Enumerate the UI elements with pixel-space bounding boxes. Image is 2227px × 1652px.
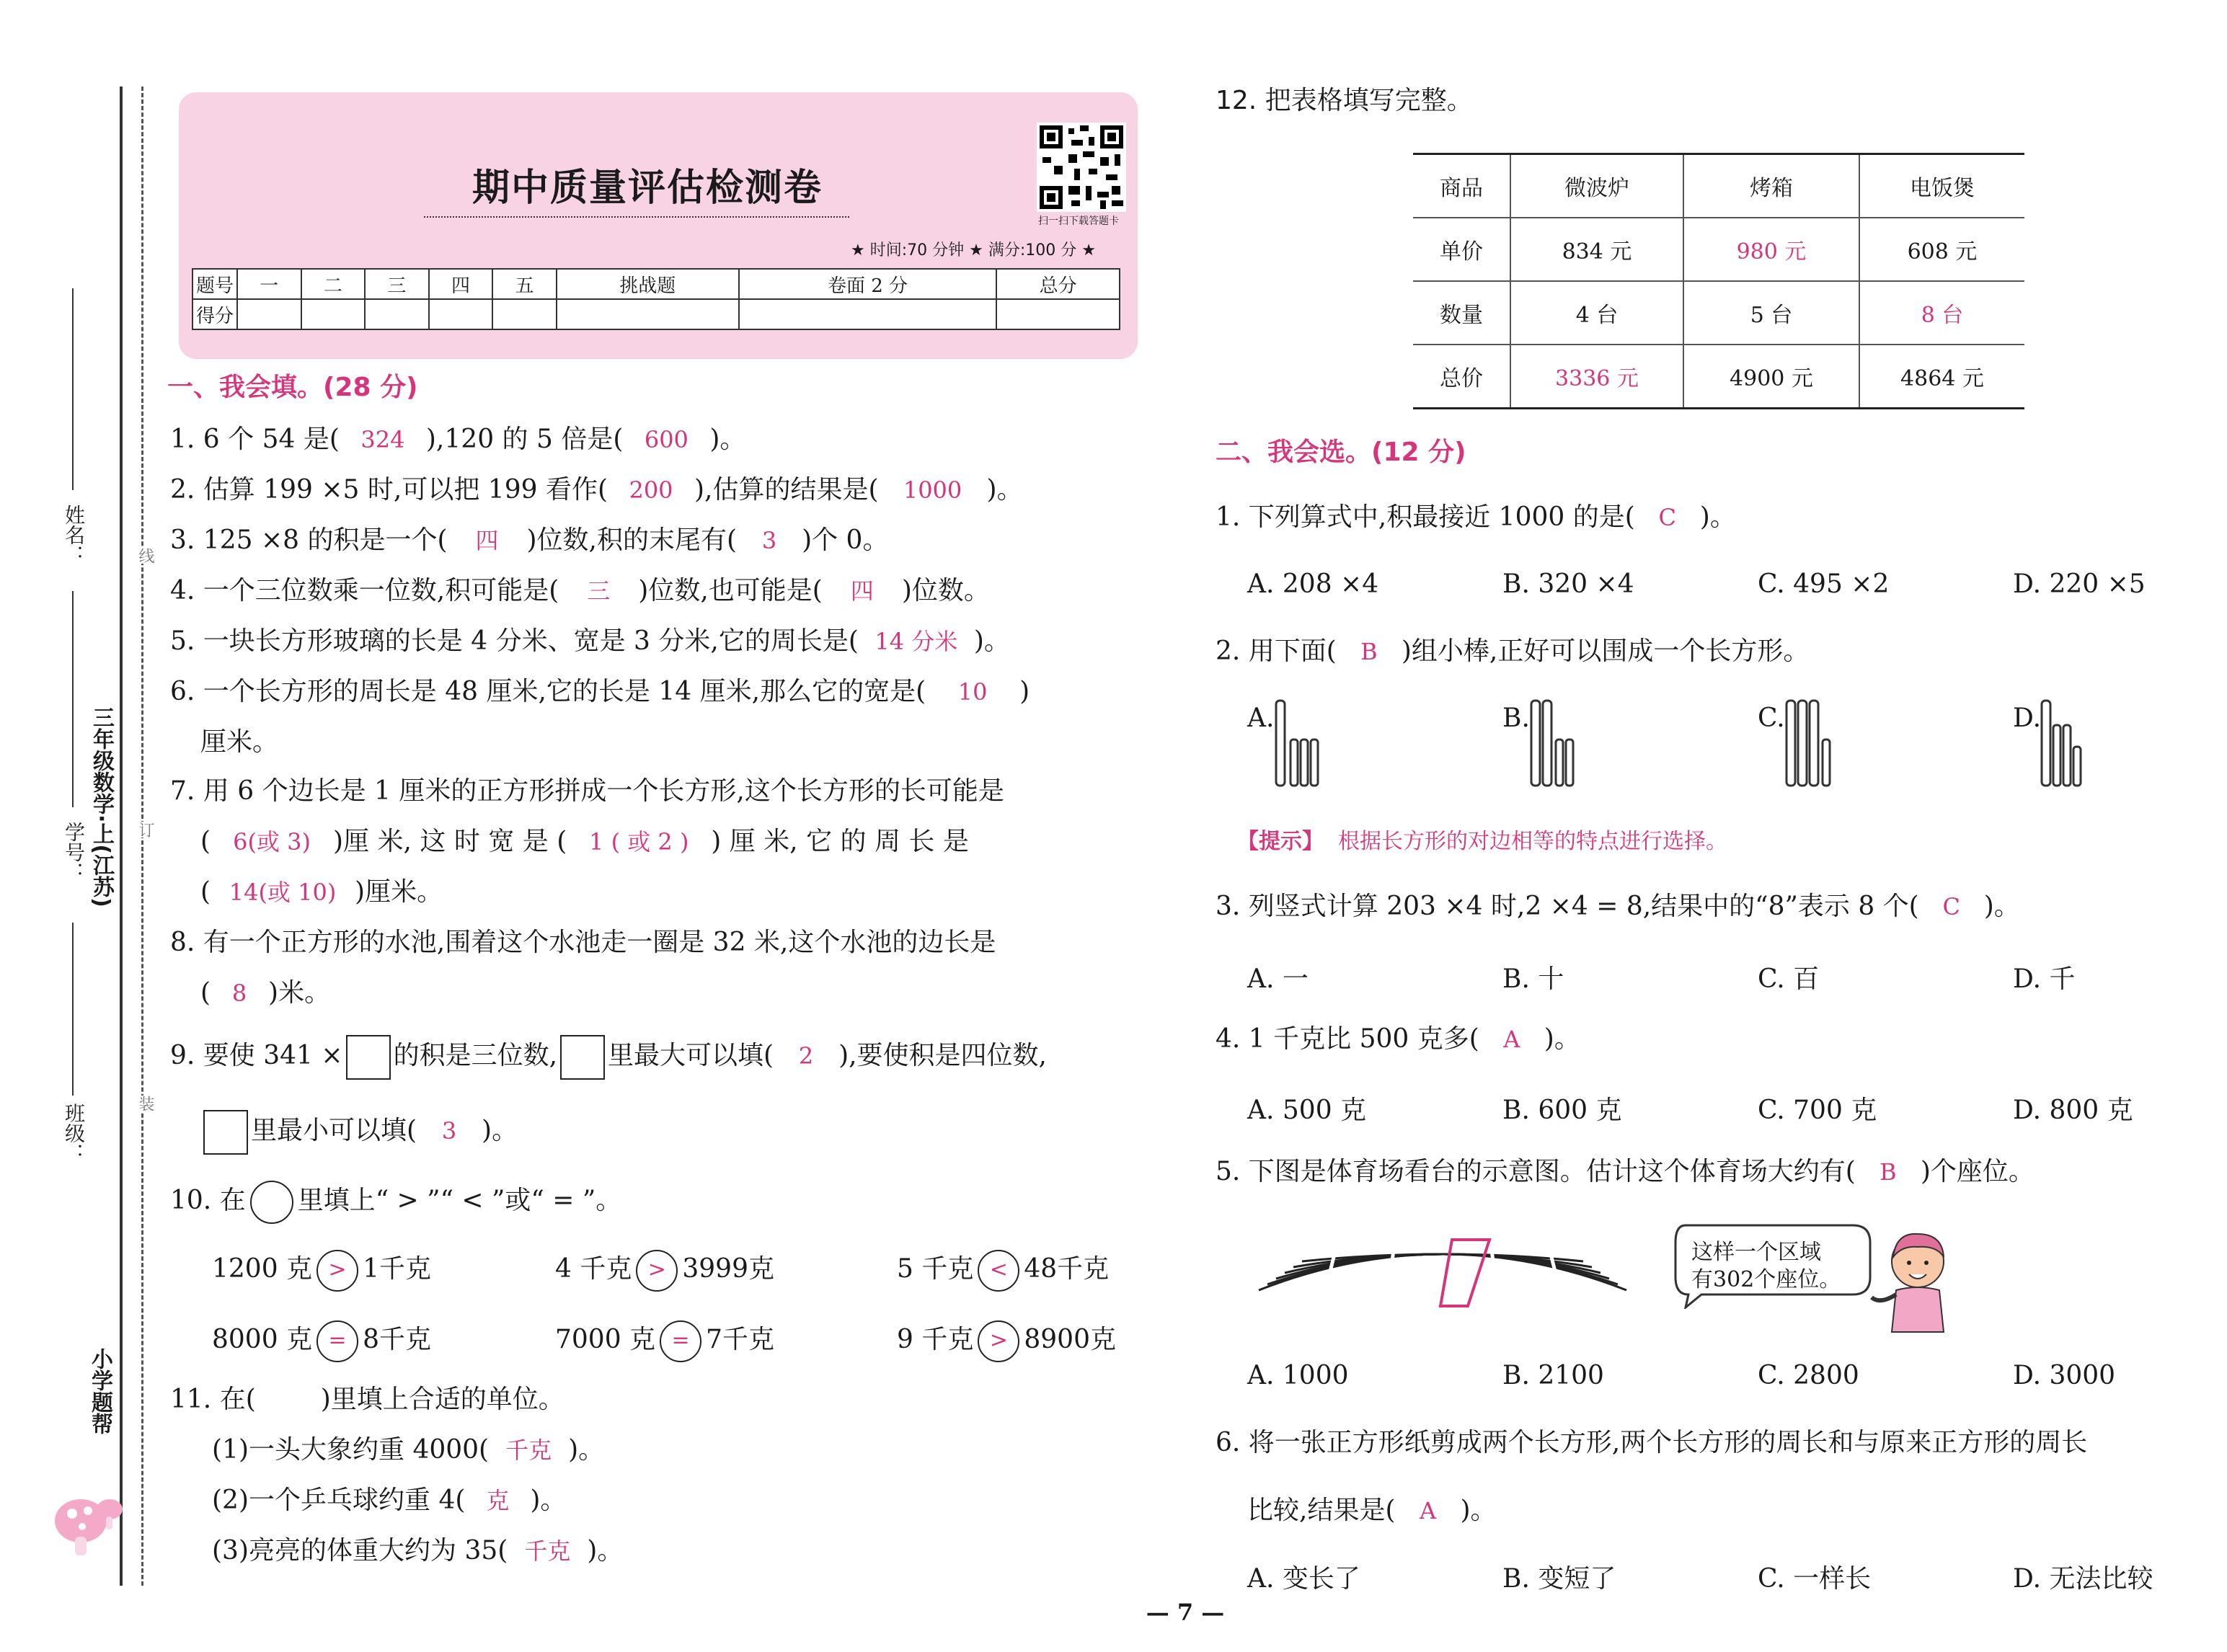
- question-1-11-1: (1)一头大象约重 4000( 千克 )。: [212, 1433, 604, 1467]
- question-1-4: 4. 一个三位数乘一位数,积可能是( 三 )位数,也可能是( 四 )位数。: [170, 574, 990, 608]
- compare-answer: >: [636, 1250, 678, 1292]
- answer: 三: [587, 577, 611, 605]
- circle-blank: [250, 1181, 293, 1224]
- compare-item: 5 千克 < 48千克: [897, 1250, 1109, 1292]
- table-cell: 3336 元: [1510, 345, 1683, 409]
- answer: 克: [486, 1487, 510, 1514]
- question-1-7-line2: ( 6(或 3) )厘 米, 这 时 宽 是 ( 1 ( 或 2 ) ) 厘 米, 它 的 周 长 是: [200, 825, 969, 859]
- score-cell: 一: [237, 269, 301, 299]
- option-b[interactable]: B. 2100: [1502, 1361, 1604, 1390]
- answer: A: [1503, 1026, 1520, 1053]
- answer: 10: [957, 678, 988, 706]
- option-a[interactable]: A. 变长了: [1247, 1564, 1360, 1594]
- question-1-7-line3: ( 14(或 10) )厘米。: [200, 875, 443, 910]
- question-1-8-line2: ( 8 )米。: [200, 976, 330, 1011]
- blank-box[interactable]: [203, 1110, 248, 1155]
- answer: 2: [798, 1042, 814, 1070]
- answer: C: [1942, 893, 1960, 920]
- boy-illustration: [1867, 1225, 1961, 1333]
- answer: 四: [850, 577, 874, 605]
- sidebar-brand: 小学题帮: [87, 1348, 112, 1434]
- option-c[interactable]: C. 百: [1758, 964, 1820, 994]
- answer: 四: [475, 527, 499, 554]
- sticks-option-d: [2039, 696, 2097, 790]
- sidebar-name-label: 姓名：: [62, 505, 86, 565]
- option-b[interactable]: B. 600 克: [1502, 1096, 1622, 1125]
- goods-table: [1413, 153, 2024, 409]
- score-cell: 三: [365, 269, 429, 299]
- question-2-4: 4. 1 千克比 500 克多( A )。: [1216, 1022, 1580, 1057]
- option-d[interactable]: D. 千: [2013, 964, 2076, 994]
- sidebar-name-line: [72, 288, 74, 490]
- page-title: 期中质量评估检测卷: [471, 166, 823, 210]
- option-c[interactable]: C.: [1758, 703, 1785, 733]
- answer: 8: [231, 980, 247, 1007]
- answer: C: [1658, 504, 1677, 531]
- score-blank[interactable]: [429, 299, 493, 329]
- sidebar-grade: 三年级数学·上(江苏): [89, 706, 114, 907]
- option-c[interactable]: C. 一样长: [1758, 1564, 1872, 1594]
- question-1-1: 1. 6 个 54 是( 324 ),120 的 5 倍是( 600 )。: [170, 422, 745, 457]
- table-cell: 总价: [1413, 345, 1510, 409]
- score-cell: 二: [301, 269, 366, 299]
- option-b[interactable]: B. 320 ×4: [1502, 569, 1634, 599]
- compare-item: 4 千克 > 3999克: [555, 1250, 774, 1292]
- answer: 3: [761, 527, 777, 554]
- question-1-7: 7. 用 6 个边长是 1 厘米的正方形拼成一个长方形,这个长方形的长可能是: [170, 776, 1004, 806]
- table-row: [1413, 281, 2024, 345]
- question-12: 12. 把表格填写完整。: [1216, 86, 1473, 115]
- table-cell: 商品: [1413, 154, 1510, 218]
- table-cell: 4 台: [1510, 281, 1683, 345]
- stadium-diagram: [1252, 1225, 1634, 1319]
- table-cell: 单价: [1413, 218, 1510, 281]
- blank-box[interactable]: [560, 1035, 605, 1080]
- answer: 200: [629, 476, 673, 504]
- question-2-6-line2: 比较,结果是( A )。: [1247, 1493, 1497, 1528]
- qr-code-icon: [1037, 123, 1126, 212]
- table-cell: 834 元: [1510, 218, 1683, 281]
- option-b[interactable]: B. 十: [1502, 964, 1564, 994]
- option-a[interactable]: A. 500 克: [1247, 1096, 1367, 1125]
- table-cell: 5 台: [1683, 281, 1859, 345]
- answer: 14 分米: [875, 628, 958, 655]
- answer: B: [1880, 1158, 1897, 1186]
- score-cell: 得分: [192, 299, 237, 329]
- option-b[interactable]: B. 变短了: [1502, 1564, 1616, 1594]
- table-cell: 4900 元: [1683, 345, 1859, 409]
- table-row: [1413, 345, 2024, 409]
- score-cell: 题号: [192, 269, 237, 299]
- sidebar-number-line: [72, 591, 74, 807]
- title-underline: [424, 216, 849, 218]
- score-table: [192, 268, 1120, 330]
- question-1-6: 6. 一个长方形的周长是 48 厘米,它的长是 14 厘米,那么它的宽是( 10 ): [170, 675, 1030, 709]
- qr-caption: 扫一扫下载答题卡: [1038, 216, 1119, 227]
- answer: A: [1419, 1497, 1437, 1524]
- answer: 1 ( 或 2 ): [589, 828, 689, 856]
- bubble-text-1: 这样一个区域: [1691, 1240, 1821, 1265]
- compare-answer: =: [316, 1320, 358, 1362]
- sidebar-class-line: [72, 923, 74, 1096]
- binding-line-left: [120, 86, 123, 1586]
- score-blank[interactable]: [739, 299, 996, 329]
- compare-item: 8000 克 = 8千克: [212, 1320, 431, 1362]
- question-1-10: 10. 在 里填上“ > ”“ < ”或“ = ”。: [170, 1181, 621, 1224]
- sticks-option-c: [1784, 696, 1849, 790]
- score-blank[interactable]: [301, 299, 366, 329]
- score-cell: 四: [429, 269, 493, 299]
- question-1-5: 5. 一块长方形玻璃的长是 4 分米、宽是 3 分米,它的周长是( 14 分米 )。: [170, 624, 1010, 659]
- answer: 千克: [505, 1436, 552, 1464]
- sticks-option-a: [1273, 696, 1331, 790]
- option-d[interactable]: D. 3000: [2013, 1361, 2116, 1390]
- option-a[interactable]: A. 1000: [1247, 1361, 1349, 1390]
- answer: 14(或 10): [229, 879, 337, 906]
- question-1-11-2: (2)一个乒乓球约重 4( 克 )。: [212, 1483, 566, 1518]
- score-cell: 挑战题: [557, 269, 739, 299]
- table-cell: 微波炉: [1510, 154, 1683, 218]
- question-2-6: 6. 将一张正方形纸剪成两个长方形,两个长方形的周长和与原来正方形的周长: [1216, 1428, 2088, 1457]
- question-1-6-cont: 厘米。: [200, 727, 279, 757]
- score-value-row: [192, 299, 1120, 329]
- answer: 600: [644, 426, 689, 453]
- compare-answer: <: [978, 1250, 1019, 1292]
- score-blank[interactable]: [996, 299, 1120, 329]
- score-cell: 五: [492, 269, 557, 299]
- option-b[interactable]: B.: [1502, 703, 1530, 733]
- sidebar-bind-mark: 订: [134, 822, 156, 838]
- option-c[interactable]: C. 2800: [1758, 1361, 1859, 1390]
- score-cell: 总分: [996, 269, 1120, 299]
- sidebar-number-label: 学号：: [62, 822, 86, 882]
- compare-answer: =: [660, 1320, 701, 1362]
- score-blank[interactable]: [237, 299, 301, 329]
- option-a[interactable]: A.: [1247, 703, 1275, 733]
- table-cell: 烤箱: [1683, 154, 1859, 218]
- answer: 1000: [903, 476, 962, 504]
- section2-title: 二、我会选。(12 分): [1216, 438, 1466, 467]
- option-d[interactable]: D. 无法比较: [2013, 1564, 2153, 1594]
- hint: 【提示】 根据长方形的对边相等的特点进行选择。: [1237, 829, 1727, 854]
- table-cell: 980 元: [1683, 218, 1859, 281]
- score-cell: 卷面 2 分: [739, 269, 996, 299]
- table-cell: 数量: [1413, 281, 1510, 345]
- table-row: [1413, 154, 2024, 218]
- score-blank[interactable]: [557, 299, 739, 329]
- question-2-3: 3. 列竖式计算 203 ×4 时,2 ×4 = 8,结果中的“8”表示 8 个( C )。: [1216, 889, 2020, 924]
- question-2-5: 5. 下图是体育场看台的示意图。估计这个体育场大约有( B )个座位。: [1216, 1155, 2035, 1189]
- compare-item: 1200 克 > 1千克: [212, 1250, 431, 1292]
- table-cell: 8 台: [1859, 281, 2024, 345]
- answer: 324: [360, 426, 405, 453]
- answer: B: [1360, 638, 1378, 665]
- sidebar-pack-mark: 装: [134, 1096, 156, 1111]
- question-1-9-line2: 里最小可以填( 3 )。: [200, 1110, 518, 1155]
- table-row: [1413, 218, 2024, 281]
- question-2-2: 2. 用下面( B )组小棒,正好可以围成一个长方形。: [1216, 634, 1809, 669]
- table-cell: 电饭煲: [1859, 154, 2024, 218]
- score-blank[interactable]: [365, 299, 429, 329]
- question-1-11-3: (3)亮亮的体重大约为 35( 千克 )。: [212, 1534, 623, 1568]
- bubble-text-2: 有302个座位。: [1691, 1267, 1841, 1292]
- score-header-row: [192, 269, 1120, 299]
- mushroom-logo: [50, 1485, 130, 1564]
- sidebar-class-label: 班级：: [62, 1103, 86, 1163]
- option-a[interactable]: A. 208 ×4: [1247, 569, 1379, 599]
- sidebar-line-mark: 线: [134, 548, 156, 564]
- option-d[interactable]: D. 800 克: [2013, 1096, 2133, 1125]
- answer: 6(或 3): [233, 828, 311, 856]
- compare-item: 9 千克 > 8900克: [897, 1320, 1116, 1362]
- question-1-9: 9. 要使 341 × 的积是三位数, 里最大可以填( 2 ),要使积是四位数,: [170, 1035, 1047, 1080]
- exam-time-info: ★ 时间:70 分钟 ★ 满分:100 分 ★: [851, 241, 1096, 259]
- option-d[interactable]: D.: [2013, 703, 2042, 733]
- answer: 3: [441, 1117, 457, 1145]
- option-d[interactable]: D. 220 ×5: [2013, 569, 2146, 599]
- question-2-1: 1. 下列算式中,积最接近 1000 的是( C )。: [1216, 500, 1736, 535]
- table-cell: 4864 元: [1859, 345, 2024, 409]
- question-1-3: 3. 125 ×8 的积是一个( 四 )位数,积的末尾有( 3 )个 0。: [170, 523, 888, 558]
- question-1-11: 11. 在( )里填上合适的单位。: [170, 1385, 565, 1414]
- section1-title: 一、我会填。(28 分): [167, 373, 418, 402]
- question-1-2: 2. 估算 199 ×5 时,可以把 199 看作( 200 ),估算的结果是( 1000 )。: [170, 473, 1023, 507]
- compare-item: 7000 克 = 7千克: [555, 1320, 774, 1362]
- option-c[interactable]: C. 495 ×2: [1758, 569, 1890, 599]
- question-1-8: 8. 有一个正方形的水池,围着这个水池走一圈是 32 米,这个水池的边长是: [170, 928, 996, 957]
- option-c[interactable]: C. 700 克: [1758, 1096, 1877, 1125]
- page-number: — 7 —: [1146, 1599, 1225, 1626]
- blank-box[interactable]: [346, 1035, 391, 1080]
- table-cell: 608 元: [1859, 218, 2024, 281]
- compare-answer: >: [978, 1320, 1019, 1362]
- compare-answer: >: [316, 1250, 358, 1292]
- sticks-option-b: [1528, 696, 1586, 790]
- option-a[interactable]: A. 一: [1247, 964, 1309, 994]
- score-blank[interactable]: [492, 299, 557, 329]
- answer: 千克: [524, 1537, 571, 1565]
